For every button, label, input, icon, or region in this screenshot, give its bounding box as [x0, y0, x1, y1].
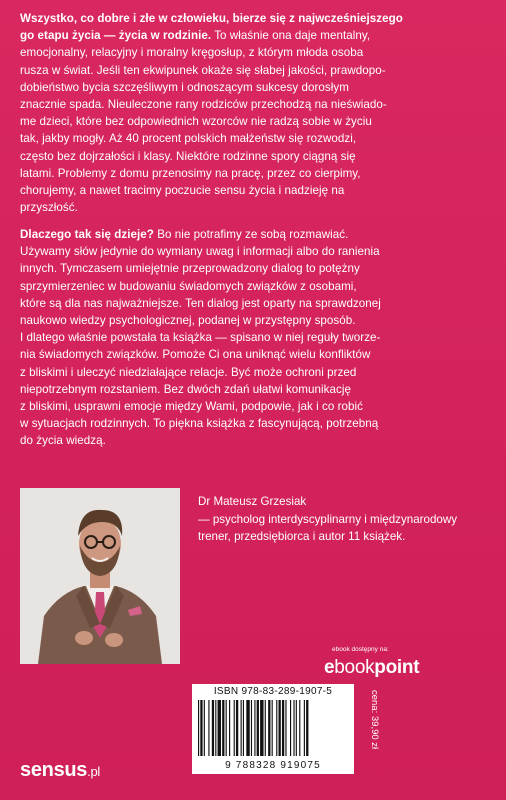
- author-illustration: [20, 488, 180, 664]
- publisher-logo: [20, 758, 100, 784]
- description-paragraph-1: [20, 10, 490, 216]
- text-line: w sytuacjach rodzinnych. To piękna książka z fascynującą, potrzebną: [20, 417, 379, 431]
- text-line: niepotrzebnym rozstaniem. Bez dwóch zdań ułatwi komunikację: [20, 382, 351, 396]
- text-line: — psycholog interdyscyplinarny i międzynarodowy: [198, 513, 458, 526]
- barcode-bar: [296, 700, 297, 756]
- ebookpoint-logo: [324, 657, 419, 679]
- barcode-bar: [254, 700, 255, 756]
- barcode-bar: [215, 700, 216, 756]
- text-line: [20, 27, 490, 44]
- lead-line: go etapu życia — życia w rodzinie.: [20, 29, 212, 43]
- barcode-bar: [306, 700, 308, 756]
- text-line: dobieństwo bycia szczęśliwym i odnoszącym sukcesy dorosłym: [20, 80, 349, 94]
- publisher-domain: .pl: [87, 764, 100, 779]
- text-line: I dlatego właśnie powstała ta książka — spisano w niej reguły tworze-: [20, 331, 381, 345]
- text-fragment: To właśnie ona daje mentalny,: [214, 29, 371, 43]
- barcode-bar: [257, 700, 259, 756]
- lead-question: Dlaczego tak się dzieje?: [20, 228, 154, 241]
- text-line: emocjonalny, relacyjny i moralny kręgosłup, z którym młoda osoba: [20, 46, 364, 60]
- text-line: z bliskimi, usprawni emocje między Wami, podpowie, jak i co robić: [20, 400, 364, 414]
- barcode-bar: [251, 700, 252, 756]
- barcode-bar: [198, 700, 199, 756]
- logo-part: point: [374, 657, 420, 678]
- author-photo: [20, 488, 180, 664]
- lead-line: Wszystko, co dobre i złe w człowieku, bierze się z najwcześniejszego: [20, 12, 403, 25]
- barcode-bar: [226, 700, 227, 756]
- text-line: do życia wiedzą.: [20, 434, 106, 448]
- barcode-bar: [290, 700, 291, 756]
- text-line: latami. Problemy z domu przenosimy na pracę, przez co cierpimy,: [20, 166, 361, 180]
- barcode-bar: [241, 700, 242, 756]
- barcode-bar: [279, 700, 281, 756]
- barcode-bar: [243, 700, 244, 756]
- barcode-bar: [260, 700, 263, 756]
- barcode-icon: [196, 700, 350, 758]
- barcode-bar: [236, 700, 238, 756]
- text-line: Używamy słów jedynie do wymiany uwag i informacji albo do ranienia: [20, 245, 380, 259]
- text-line: chorujemy, a nawet tracimy poczucie sensu życia i nadzieję na: [20, 184, 345, 198]
- barcode-bar: [229, 700, 230, 756]
- text-line: nia świadomych związków. Pomoże Ci ona uniknąć wielu konfliktów: [20, 348, 371, 362]
- logo-part: e: [324, 657, 335, 678]
- price-text: cena: 39,90 zł: [369, 690, 380, 750]
- text-fragment: Bo nie potrafimy ze sobą rozmawiać.: [157, 228, 349, 241]
- barcode-bar: [268, 700, 270, 756]
- ean-number: 9 788328 919075: [225, 760, 321, 771]
- barcode-bar: [218, 700, 221, 756]
- publisher-name: sensus: [20, 759, 88, 781]
- author-description: [198, 511, 498, 545]
- author-name: Dr Mateusz Grzesiak: [198, 495, 307, 508]
- barcode-bar: [299, 700, 300, 756]
- text-line: innych. Tymczasem umiejętnie przeprowadzony dialog to potężny: [20, 262, 360, 276]
- barcode-bar: [272, 700, 273, 756]
- description-paragraph-2: [20, 226, 490, 450]
- text-line: me dzieci, które bez odpowiednich wzorców nie radzą sobie w życiu: [20, 115, 372, 129]
- logo-part: book: [334, 657, 375, 678]
- isbn-text: ISBN 978-83-289-1907-5: [213, 686, 333, 697]
- barcode-bar: [285, 700, 286, 756]
- price-label: [368, 690, 380, 774]
- barcode-bar: [234, 700, 235, 756]
- ebook-note: ebook dostępny na:: [332, 646, 389, 653]
- text-line: sprzymierzeniec w budowaniu świadomych związków z osobami,: [20, 279, 357, 293]
- text-line: często bez dojrzałości i klasy. Niektóre rodzinne spory ciągną się: [20, 149, 356, 163]
- barcode-bar: [304, 700, 305, 756]
- barcode-bar: [282, 700, 284, 756]
- text-line: znacznie spada. Nieuleczone rany rodziców przechodzą na nieświado-: [20, 98, 387, 112]
- barcode-bar: [200, 700, 202, 756]
- text-line: z bliskimi i uleczyć niedziałające relacje. Być może ochroni przed: [20, 365, 357, 379]
- text-line: przyszłość.: [20, 201, 78, 215]
- barcode-bar: [246, 700, 249, 756]
- text-line: naukowo wiedzy psychologicznej, podanej w przystępny sposób.: [20, 314, 356, 328]
- text-line: trener, przedsiębiorca i autor 11 książek.: [198, 530, 406, 543]
- text-line: [20, 226, 490, 243]
- barcode-bar: [212, 700, 214, 756]
- barcode-bar: [204, 700, 205, 756]
- barcode-bar: [276, 700, 277, 756]
- text-line: tak, jakby mogły. Aż 40 procent polskich małżeństw się rozwodzi,: [20, 132, 357, 146]
- text-line: które są dla nas najważniejsze. Ten dialog jest oparty na sprawdzonej: [20, 296, 381, 310]
- text-line: rusza w świat. Jeśli ten ekwipunek okaże się słabej jakości, prawdopo-: [20, 63, 386, 77]
- barcode-bar: [222, 700, 224, 756]
- barcode-bar: [293, 700, 294, 756]
- barcode-bar: [265, 700, 266, 756]
- barcode-bar: [208, 700, 209, 756]
